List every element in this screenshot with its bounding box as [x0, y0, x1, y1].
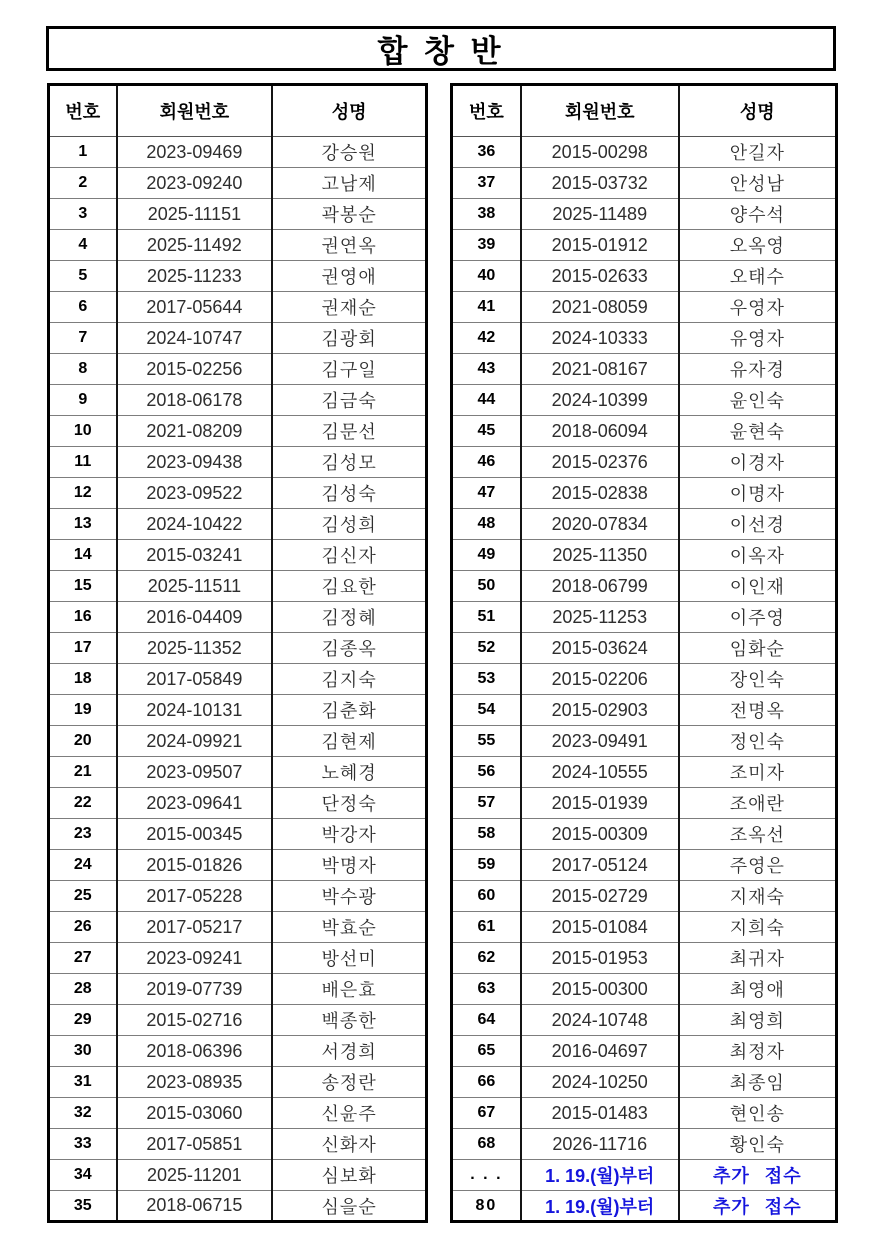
- table-row: [452, 447, 837, 478]
- member-name-cell: 김구일: [272, 354, 426, 385]
- row-number-cell: 50: [452, 571, 521, 602]
- member-id-cell: 2015-02838: [521, 478, 679, 509]
- member-name-cell: 고남제: [272, 168, 426, 199]
- member-id-cell: 2025-11253: [521, 602, 679, 633]
- table-row: [452, 385, 837, 416]
- row-number-cell: 19: [49, 695, 117, 726]
- row-number-cell: 31: [49, 1067, 117, 1098]
- row-number-cell: 54: [452, 695, 521, 726]
- member-id-cell: 2024-09921: [117, 726, 273, 757]
- member-name-cell: 유영자: [679, 323, 837, 354]
- table-row: [49, 230, 427, 261]
- row-number-cell: . . .: [452, 1160, 521, 1191]
- member-name-cell: 이인재: [679, 571, 837, 602]
- member-id-cell: 2015-00345: [117, 819, 273, 850]
- member-name-cell: 안길자: [679, 137, 837, 168]
- row-number-cell: 43: [452, 354, 521, 385]
- table-row: [452, 664, 837, 695]
- member-id-cell: 2016-04409: [117, 602, 273, 633]
- member-id-cell: 2023-09469: [117, 137, 273, 168]
- row-number-cell: 48: [452, 509, 521, 540]
- tables-container: [47, 83, 838, 1223]
- member-name-cell: 윤인숙: [679, 385, 837, 416]
- table-row: [452, 571, 837, 602]
- table-row: [452, 137, 837, 168]
- member-id-cell: 2015-01953: [521, 943, 679, 974]
- member-id-cell: 2024-10555: [521, 757, 679, 788]
- member-name-cell: 양수석: [679, 199, 837, 230]
- row-number-cell: 6: [49, 292, 117, 323]
- member-name-cell: 지재숙: [679, 881, 837, 912]
- table-row: [49, 602, 427, 633]
- member-id-cell: 2024-10422: [117, 509, 273, 540]
- table-row: [452, 1067, 837, 1098]
- row-number-cell: 7: [49, 323, 117, 354]
- table-row: [49, 757, 427, 788]
- member-id-cell: 2025-11352: [117, 633, 273, 664]
- member-id-cell: 2018-06396: [117, 1036, 273, 1067]
- row-number-cell: 3: [49, 199, 117, 230]
- member-id-cell: 2015-03624: [521, 633, 679, 664]
- member-name-cell: 추가 접수: [679, 1191, 837, 1222]
- table-row: [452, 354, 837, 385]
- member-name-cell: 신화자: [272, 1129, 426, 1160]
- row-number-cell: 62: [452, 943, 521, 974]
- member-name-cell: 윤현숙: [679, 416, 837, 447]
- member-name-cell: 권재순: [272, 292, 426, 323]
- table-row: [49, 633, 427, 664]
- table-row: [452, 1160, 837, 1191]
- member-name-cell: 추가 접수: [679, 1160, 837, 1191]
- table-row: [49, 726, 427, 757]
- member-id-cell: 2024-10250: [521, 1067, 679, 1098]
- member-name-cell: 전명옥: [679, 695, 837, 726]
- member-id-cell: 2015-02256: [117, 354, 273, 385]
- table-row: [49, 788, 427, 819]
- member-name-cell: 노혜경: [272, 757, 426, 788]
- member-name-cell: 유자경: [679, 354, 837, 385]
- member-id-cell: 2015-01483: [521, 1098, 679, 1129]
- table-row: [49, 1191, 427, 1222]
- row-number-cell: 28: [49, 974, 117, 1005]
- table-row: [49, 168, 427, 199]
- member-name-cell: 정인숙: [679, 726, 837, 757]
- member-table-left: [47, 83, 428, 1223]
- member-name-cell: 이주영: [679, 602, 837, 633]
- table-row: [452, 602, 837, 633]
- member-id-cell: 2024-10748: [521, 1005, 679, 1036]
- member-name-cell: 백종한: [272, 1005, 426, 1036]
- row-number-cell: 15: [49, 571, 117, 602]
- table-row: [452, 199, 837, 230]
- member-name-cell: 장인숙: [679, 664, 837, 695]
- row-number-cell: 12: [49, 478, 117, 509]
- table-row: [452, 819, 837, 850]
- table-row: [49, 447, 427, 478]
- row-number-cell: 5: [49, 261, 117, 292]
- member-id-cell: 2015-01912: [521, 230, 679, 261]
- member-id-cell: 2015-02633: [521, 261, 679, 292]
- row-number-cell: 33: [49, 1129, 117, 1160]
- row-number-cell: 18: [49, 664, 117, 695]
- column-header-member-id: 회원번호: [521, 85, 679, 137]
- member-id-cell: 1. 19.(월)부터: [521, 1191, 679, 1222]
- member-id-cell: 2015-02903: [521, 695, 679, 726]
- row-number-cell: 24: [49, 850, 117, 881]
- table-row: [452, 974, 837, 1005]
- row-number-cell: 63: [452, 974, 521, 1005]
- member-id-cell: 2023-09507: [117, 757, 273, 788]
- member-id-cell: 2017-05124: [521, 850, 679, 881]
- member-name-cell: 김신자: [272, 540, 426, 571]
- row-number-cell: 23: [49, 819, 117, 850]
- row-number-cell: 17: [49, 633, 117, 664]
- row-number-cell: 46: [452, 447, 521, 478]
- member-name-cell: 단정숙: [272, 788, 426, 819]
- row-number-cell: 41: [452, 292, 521, 323]
- member-name-cell: 김문선: [272, 416, 426, 447]
- member-name-cell: 최정자: [679, 1036, 837, 1067]
- member-id-cell: 2019-07739: [117, 974, 273, 1005]
- member-name-cell: 지희숙: [679, 912, 837, 943]
- member-name-cell: 이옥자: [679, 540, 837, 571]
- table-row: [49, 323, 427, 354]
- member-name-cell: 우영자: [679, 292, 837, 323]
- row-number-cell: 60: [452, 881, 521, 912]
- member-name-cell: 조미자: [679, 757, 837, 788]
- row-number-cell: 25: [49, 881, 117, 912]
- row-number-cell: 80: [452, 1191, 521, 1222]
- table-row: [49, 819, 427, 850]
- member-name-cell: 김성숙: [272, 478, 426, 509]
- member-id-cell: 2017-05644: [117, 292, 273, 323]
- column-header-number: 번호: [49, 85, 117, 137]
- row-number-cell: 56: [452, 757, 521, 788]
- member-id-cell: 2017-05228: [117, 881, 273, 912]
- table-row: [452, 230, 837, 261]
- member-name-cell: 김성모: [272, 447, 426, 478]
- table-row: [49, 540, 427, 571]
- table-row: [452, 633, 837, 664]
- member-id-cell: 2024-10399: [521, 385, 679, 416]
- row-number-cell: 32: [49, 1098, 117, 1129]
- table-row: [452, 1191, 837, 1222]
- table-row: [452, 292, 837, 323]
- member-name-cell: 박명자: [272, 850, 426, 881]
- member-id-cell: 2015-01084: [521, 912, 679, 943]
- row-number-cell: 51: [452, 602, 521, 633]
- table-row: [49, 354, 427, 385]
- row-number-cell: 42: [452, 323, 521, 354]
- member-name-cell: 곽봉순: [272, 199, 426, 230]
- member-name-cell: 김춘화: [272, 695, 426, 726]
- table-row: [452, 478, 837, 509]
- row-number-cell: 35: [49, 1191, 117, 1222]
- member-id-cell: 2017-05217: [117, 912, 273, 943]
- member-name-cell: 주영은: [679, 850, 837, 881]
- table-row: [49, 416, 427, 447]
- member-id-cell: 2023-09522: [117, 478, 273, 509]
- member-id-cell: 2015-03732: [521, 168, 679, 199]
- member-name-cell: 오태수: [679, 261, 837, 292]
- member-id-cell: 2025-11492: [117, 230, 273, 261]
- row-number-cell: 16: [49, 602, 117, 633]
- table-row: [452, 912, 837, 943]
- table-row: [49, 664, 427, 695]
- member-id-cell: 1. 19.(월)부터: [521, 1160, 679, 1191]
- table-row: [452, 881, 837, 912]
- member-name-cell: 김정혜: [272, 602, 426, 633]
- member-name-cell: 조애란: [679, 788, 837, 819]
- table-row: [49, 1160, 427, 1191]
- member-id-cell: 2026-11716: [521, 1129, 679, 1160]
- member-id-cell: 2018-06799: [521, 571, 679, 602]
- table-row: [452, 416, 837, 447]
- table-row: [452, 850, 837, 881]
- member-id-cell: 2024-10333: [521, 323, 679, 354]
- member-name-cell: 김성희: [272, 509, 426, 540]
- row-number-cell: 55: [452, 726, 521, 757]
- member-id-cell: 2021-08059: [521, 292, 679, 323]
- table-row: [49, 261, 427, 292]
- member-id-cell: 2023-09438: [117, 447, 273, 478]
- row-number-cell: 65: [452, 1036, 521, 1067]
- member-name-cell: 임화순: [679, 633, 837, 664]
- table-row: [49, 385, 427, 416]
- row-number-cell: 44: [452, 385, 521, 416]
- member-id-cell: 2017-05851: [117, 1129, 273, 1160]
- table-row: [452, 943, 837, 974]
- member-id-cell: 2025-11350: [521, 540, 679, 571]
- member-name-cell: 박수광: [272, 881, 426, 912]
- table-row: [452, 757, 837, 788]
- member-name-cell: 김지숙: [272, 664, 426, 695]
- member-id-cell: 2015-02206: [521, 664, 679, 695]
- table-row: [452, 695, 837, 726]
- member-name-cell: 서경희: [272, 1036, 426, 1067]
- table-row: [49, 1067, 427, 1098]
- row-number-cell: 68: [452, 1129, 521, 1160]
- column-header-number: 번호: [452, 85, 521, 137]
- table-header-row: [49, 85, 427, 137]
- table-row: [452, 1036, 837, 1067]
- member-name-cell: 김광회: [272, 323, 426, 354]
- table-row: [49, 478, 427, 509]
- table-row: [49, 881, 427, 912]
- row-number-cell: 30: [49, 1036, 117, 1067]
- table-row: [452, 1098, 837, 1129]
- member-id-cell: 2015-01939: [521, 788, 679, 819]
- table-row: [452, 323, 837, 354]
- member-id-cell: 2025-11511: [117, 571, 273, 602]
- member-name-cell: 오옥영: [679, 230, 837, 261]
- member-id-cell: 2025-11489: [521, 199, 679, 230]
- table-row: [452, 509, 837, 540]
- row-number-cell: 49: [452, 540, 521, 571]
- member-name-cell: 김금숙: [272, 385, 426, 416]
- member-name-cell: 황인숙: [679, 1129, 837, 1160]
- row-number-cell: 47: [452, 478, 521, 509]
- table-row: [49, 1129, 427, 1160]
- row-number-cell: 20: [49, 726, 117, 757]
- member-table-right: [450, 83, 838, 1223]
- table-row: [452, 261, 837, 292]
- member-name-cell: 이명자: [679, 478, 837, 509]
- table-row: [452, 726, 837, 757]
- row-number-cell: 53: [452, 664, 521, 695]
- page-title: 합 창 반: [377, 34, 505, 69]
- member-id-cell: 2015-03060: [117, 1098, 273, 1129]
- member-name-cell: 조옥선: [679, 819, 837, 850]
- table-row: [49, 1036, 427, 1067]
- member-id-cell: 2015-02729: [521, 881, 679, 912]
- table-row: [49, 509, 427, 540]
- member-id-cell: 2023-09641: [117, 788, 273, 819]
- member-name-cell: 최종임: [679, 1067, 837, 1098]
- member-id-cell: 2015-00300: [521, 974, 679, 1005]
- table-row: [49, 1005, 427, 1036]
- table-row: [49, 695, 427, 726]
- member-name-cell: 송정란: [272, 1067, 426, 1098]
- row-number-cell: 2: [49, 168, 117, 199]
- member-id-cell: 2015-00298: [521, 137, 679, 168]
- row-number-cell: 59: [452, 850, 521, 881]
- table-row: [49, 943, 427, 974]
- member-name-cell: 최영애: [679, 974, 837, 1005]
- row-number-cell: 9: [49, 385, 117, 416]
- row-number-cell: 38: [452, 199, 521, 230]
- row-number-cell: 66: [452, 1067, 521, 1098]
- member-id-cell: 2023-09491: [521, 726, 679, 757]
- member-id-cell: 2025-11151: [117, 199, 273, 230]
- row-number-cell: 58: [452, 819, 521, 850]
- member-name-cell: 강승원: [272, 137, 426, 168]
- row-number-cell: 27: [49, 943, 117, 974]
- member-name-cell: 이경자: [679, 447, 837, 478]
- member-name-cell: 권연옥: [272, 230, 426, 261]
- row-number-cell: 67: [452, 1098, 521, 1129]
- row-number-cell: 11: [49, 447, 117, 478]
- member-id-cell: 2023-09240: [117, 168, 273, 199]
- member-name-cell: 신윤주: [272, 1098, 426, 1129]
- table-row: [452, 1129, 837, 1160]
- member-name-cell: 김요한: [272, 571, 426, 602]
- member-name-cell: 현인송: [679, 1098, 837, 1129]
- table-row: [49, 1098, 427, 1129]
- row-number-cell: 29: [49, 1005, 117, 1036]
- table-row: [49, 292, 427, 323]
- table-row: [49, 974, 427, 1005]
- member-name-cell: 심보화: [272, 1160, 426, 1191]
- row-number-cell: 52: [452, 633, 521, 664]
- member-name-cell: 심을순: [272, 1191, 426, 1222]
- row-number-cell: 13: [49, 509, 117, 540]
- member-id-cell: 2015-00309: [521, 819, 679, 850]
- row-number-cell: 1: [49, 137, 117, 168]
- member-id-cell: 2023-09241: [117, 943, 273, 974]
- member-id-cell: 2021-08209: [117, 416, 273, 447]
- table-row: [452, 168, 837, 199]
- row-number-cell: 39: [452, 230, 521, 261]
- table-row: [49, 137, 427, 168]
- column-header-name: 성명: [272, 85, 426, 137]
- table-row: [49, 850, 427, 881]
- row-number-cell: 61: [452, 912, 521, 943]
- member-name-cell: 박강자: [272, 819, 426, 850]
- row-number-cell: 10: [49, 416, 117, 447]
- member-id-cell: 2015-01826: [117, 850, 273, 881]
- table-row: [49, 571, 427, 602]
- row-number-cell: 40: [452, 261, 521, 292]
- row-number-cell: 21: [49, 757, 117, 788]
- member-name-cell: 최귀자: [679, 943, 837, 974]
- table-row: [452, 788, 837, 819]
- member-name-cell: 최영희: [679, 1005, 837, 1036]
- row-number-cell: 26: [49, 912, 117, 943]
- member-name-cell: 안성남: [679, 168, 837, 199]
- member-name-cell: 방선미: [272, 943, 426, 974]
- table-row: [49, 912, 427, 943]
- member-id-cell: 2016-04697: [521, 1036, 679, 1067]
- row-number-cell: 45: [452, 416, 521, 447]
- member-name-cell: 권영애: [272, 261, 426, 292]
- member-name-cell: 박효순: [272, 912, 426, 943]
- member-name-cell: 배은효: [272, 974, 426, 1005]
- member-id-cell: 2018-06094: [521, 416, 679, 447]
- member-name-cell: 김종옥: [272, 633, 426, 664]
- column-header-member-id: 회원번호: [117, 85, 273, 137]
- member-id-cell: 2015-02376: [521, 447, 679, 478]
- row-number-cell: 14: [49, 540, 117, 571]
- title-box: [46, 26, 836, 71]
- member-id-cell: 2015-03241: [117, 540, 273, 571]
- member-id-cell: 2024-10131: [117, 695, 273, 726]
- row-number-cell: 22: [49, 788, 117, 819]
- member-id-cell: 2021-08167: [521, 354, 679, 385]
- table-header-row: [452, 85, 837, 137]
- member-id-cell: 2025-11201: [117, 1160, 273, 1191]
- member-id-cell: 2015-02716: [117, 1005, 273, 1036]
- table-row: [452, 1005, 837, 1036]
- member-id-cell: 2018-06715: [117, 1191, 273, 1222]
- member-id-cell: 2024-10747: [117, 323, 273, 354]
- row-number-cell: 36: [452, 137, 521, 168]
- member-id-cell: 2020-07834: [521, 509, 679, 540]
- column-header-name: 성명: [679, 85, 837, 137]
- member-name-cell: 이선경: [679, 509, 837, 540]
- row-number-cell: 4: [49, 230, 117, 261]
- row-number-cell: 64: [452, 1005, 521, 1036]
- member-id-cell: 2023-08935: [117, 1067, 273, 1098]
- row-number-cell: 37: [452, 168, 521, 199]
- row-number-cell: 34: [49, 1160, 117, 1191]
- table-row: [49, 199, 427, 230]
- row-number-cell: 57: [452, 788, 521, 819]
- member-id-cell: 2017-05849: [117, 664, 273, 695]
- member-name-cell: 김현제: [272, 726, 426, 757]
- table-row: [452, 540, 837, 571]
- row-number-cell: 8: [49, 354, 117, 385]
- member-id-cell: 2025-11233: [117, 261, 273, 292]
- member-id-cell: 2018-06178: [117, 385, 273, 416]
